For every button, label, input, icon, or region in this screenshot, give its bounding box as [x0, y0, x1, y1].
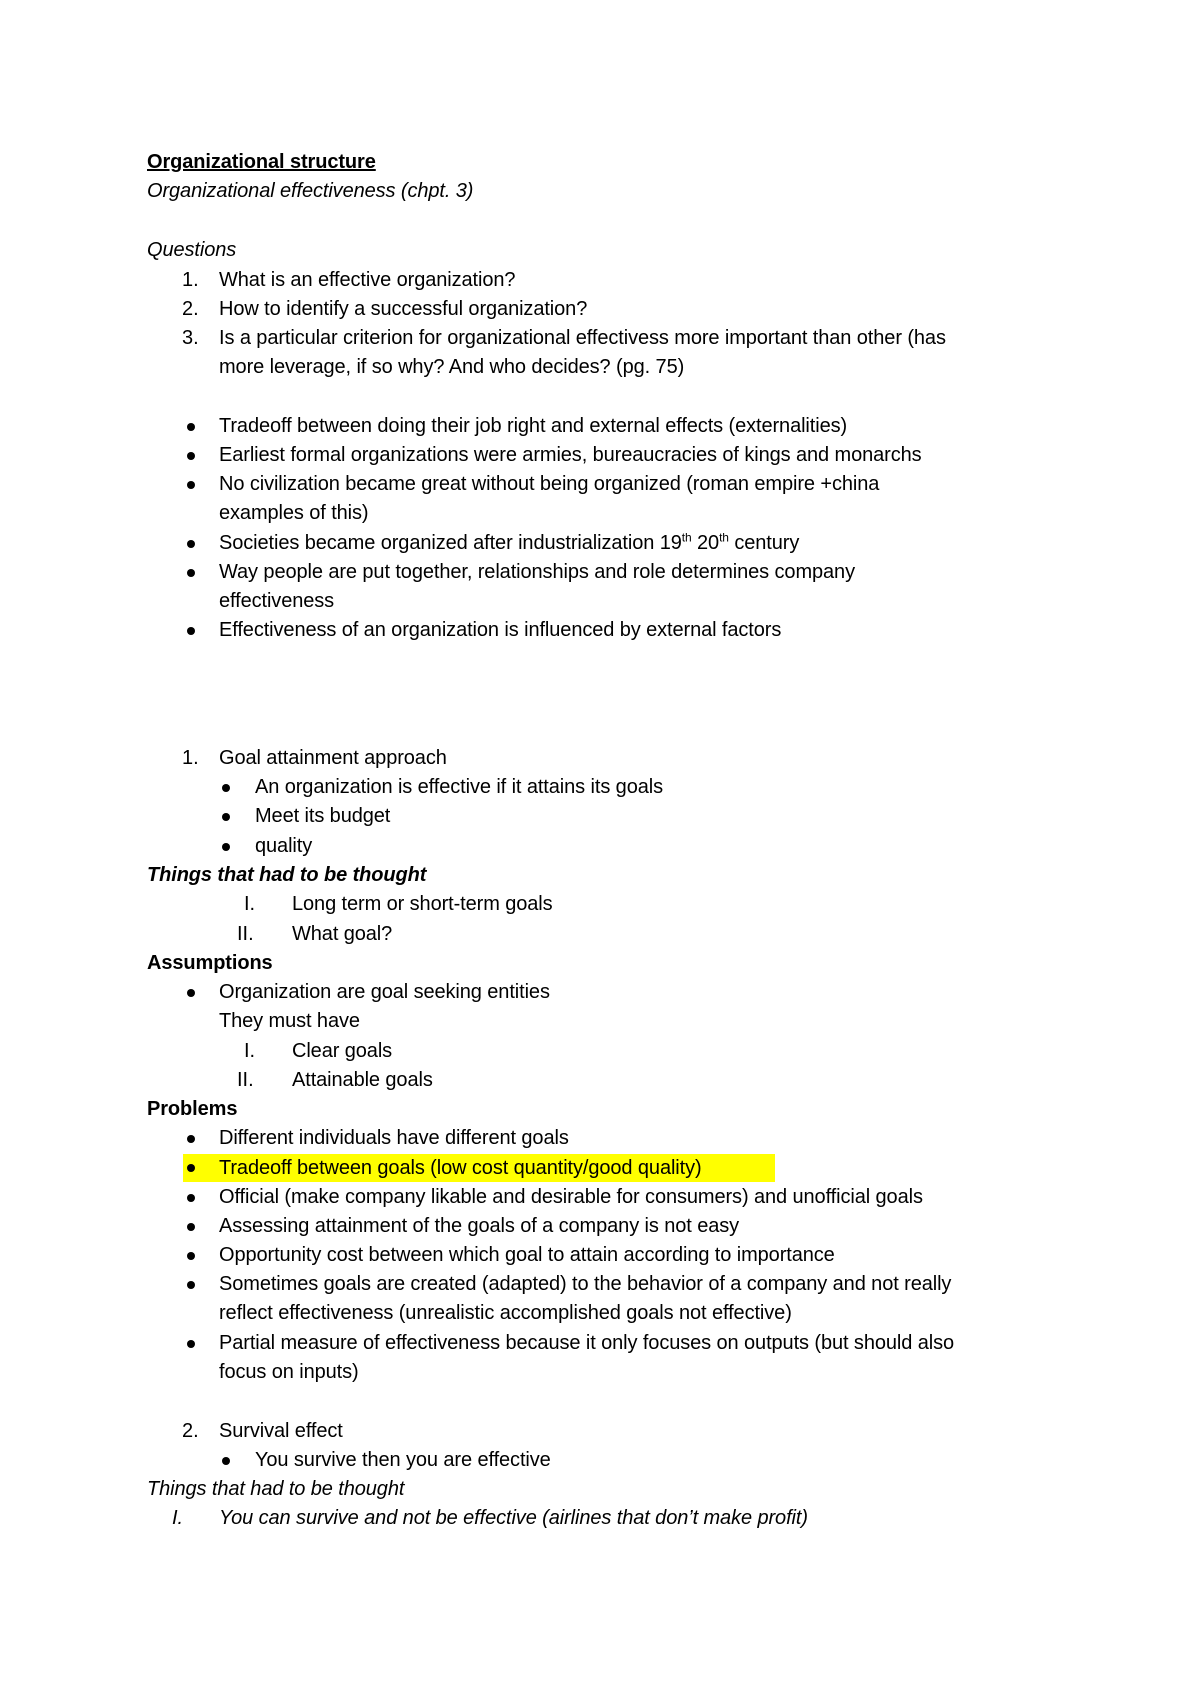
subsection-heading: Things that had to be thought — [147, 864, 427, 886]
bullet-icon — [187, 1340, 195, 1348]
list-item: You survive then you are effective — [255, 1449, 551, 1471]
list-item: Opportunity cost between which goal to attain according to importance — [219, 1244, 835, 1266]
list-item: Earliest formal organizations were armies, bureaucracies of kings and monarchs — [219, 444, 922, 466]
list-number: II. — [237, 1069, 254, 1091]
list-item: Different individuals have different goals — [219, 1127, 569, 1149]
document-subtitle: Organizational effectiveness (chpt. 3) — [147, 180, 474, 202]
bullet-icon — [187, 1223, 195, 1231]
list-item: Tradeoff between doing their job right and external effects (externalities) — [219, 415, 848, 437]
bullet-icon — [187, 452, 195, 460]
list-item: How to identify a successful organization? — [219, 298, 588, 320]
list-number: I. — [172, 1507, 184, 1529]
questions-heading: Questions — [147, 239, 237, 261]
section-heading: Survival effect — [219, 1420, 343, 1442]
list-item: No civilization became great without being organized (roman empire +china — [219, 473, 880, 495]
document-title: Organizational structure — [147, 151, 376, 173]
bullet-icon — [187, 1252, 195, 1260]
list-number: I. — [244, 1040, 256, 1062]
bullet-icon — [222, 843, 230, 851]
subsection-heading: Problems — [147, 1098, 238, 1120]
list-item: Way people are put together, relationships and role determines company — [219, 561, 855, 583]
bullet-icon — [187, 569, 195, 577]
list-item-continuation: examples of this) — [219, 502, 369, 524]
list-item: Organization are goal seeking entities — [219, 981, 550, 1003]
list-item: quality — [255, 835, 313, 857]
bullet-icon — [187, 481, 195, 489]
list-item: Official (make company likable and desirable for consumers) and unofficial goals — [219, 1186, 923, 1208]
list-number: 1. — [182, 747, 199, 769]
bullet-icon — [222, 784, 230, 792]
list-item: Long term or short-term goals — [292, 893, 553, 915]
bullet-icon — [187, 1135, 195, 1143]
bullet-icon — [187, 540, 195, 548]
list-number: 3. — [182, 327, 199, 349]
list-item-continuation: reflect effectiveness (unrealistic accomplished goals not effective) — [219, 1302, 792, 1324]
list-item: Clear goals — [292, 1040, 393, 1062]
bullet-icon — [187, 989, 195, 997]
bullet-icon — [222, 1457, 230, 1465]
list-number: 2. — [182, 298, 199, 320]
bullet-icon — [187, 423, 195, 431]
bullet-icon — [187, 1194, 195, 1202]
subsection-heading: Assumptions — [147, 952, 273, 974]
list-item: An organization is effective if it attains its goals — [255, 776, 663, 798]
list-item: Societies became organized after industrialization 19th 20th century — [219, 530, 800, 554]
list-item: Effectiveness of an organization is influenced by external factors — [219, 619, 782, 641]
list-item: What is an effective organization? — [219, 269, 516, 291]
list-item: What goal? — [292, 923, 393, 945]
list-item-highlighted: Tradeoff between goals (low cost quantity/good quality) — [219, 1157, 702, 1179]
list-item: Assessing attainment of the goals of a company is not easy — [219, 1215, 740, 1237]
list-item: Sometimes goals are created (adapted) to the behavior of a company and not really — [219, 1273, 952, 1295]
list-item-continuation: effectiveness — [219, 590, 335, 612]
list-item: Meet its budget — [255, 805, 391, 827]
bullet-icon — [187, 1281, 195, 1289]
list-number: I. — [244, 893, 256, 915]
bullet-icon — [222, 813, 230, 821]
list-number: 1. — [182, 269, 199, 291]
list-item: Partial measure of effectiveness because it only focuses on outputs (but should also — [219, 1332, 954, 1354]
list-item-continuation: focus on inputs) — [219, 1361, 359, 1383]
list-item-continuation: more leverage, if so why? And who decides? (pg. 75) — [219, 356, 685, 378]
list-item: Attainable goals — [292, 1069, 433, 1091]
list-number: 2. — [182, 1420, 199, 1442]
list-item-continuation: They must have — [219, 1010, 360, 1032]
list-item: Is a particular criterion for organizational effectivess more important than other (has — [219, 327, 946, 349]
bullet-icon — [187, 1164, 195, 1172]
list-item: You can survive and not be effective (airlines that don’t make profit) — [219, 1507, 808, 1529]
bullet-icon — [187, 627, 195, 635]
section-heading: Goal attainment approach — [219, 747, 447, 769]
subsection-heading: Things that had to be thought — [147, 1478, 405, 1500]
list-number: II. — [237, 923, 254, 945]
